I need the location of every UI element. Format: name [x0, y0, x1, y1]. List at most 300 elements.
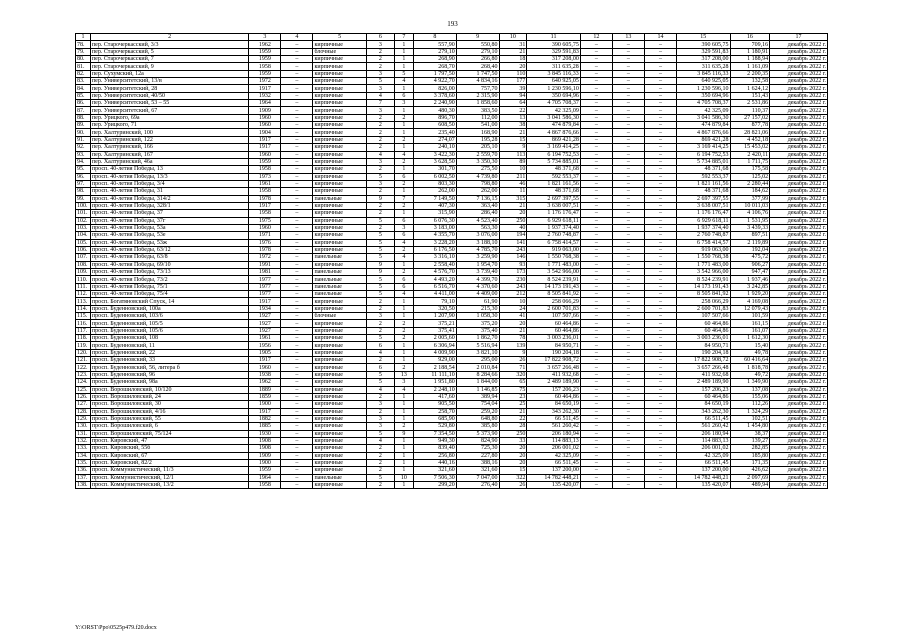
table-cell: 141	[499, 239, 527, 246]
table-cell: 171,35	[730, 459, 770, 466]
table-cell: –	[644, 467, 676, 474]
table-cell: 299,20	[413, 481, 456, 488]
table-cell: 27 157,02	[730, 114, 770, 121]
table-cell: 96.	[76, 173, 91, 180]
table-cell: –	[612, 305, 644, 312]
table-cell: 26	[499, 357, 527, 364]
table-cell: –	[644, 210, 676, 217]
table-cell: 1	[394, 107, 413, 114]
table-cell: 4	[394, 239, 413, 246]
table-cell: 20	[499, 452, 527, 459]
table-cell: 1927	[249, 320, 281, 327]
table-cell: –	[580, 92, 612, 99]
table-cell: 1900	[249, 459, 281, 466]
table-cell: –	[644, 70, 676, 77]
table-cell: –	[281, 166, 313, 173]
table-cell: 2 600 701,83	[527, 305, 580, 312]
table-cell: 17 822 908,72	[527, 357, 580, 364]
table-row	[76, 423, 828, 430]
table-cell: –	[644, 100, 676, 107]
table-cell: пер. Урицкого, 71	[90, 122, 248, 129]
table-cell: 377,99	[730, 195, 770, 202]
table-cell: 6	[366, 364, 394, 371]
table-cell: 94	[499, 92, 527, 99]
table-cell: 3 003 236,01	[677, 335, 730, 342]
table-cell: 87.	[76, 107, 91, 114]
table-cell: 5 373,90	[456, 430, 499, 437]
table-cell: кирпичные	[313, 408, 366, 415]
table-cell: 48 371,68	[527, 166, 580, 173]
table-row	[76, 144, 828, 151]
column-number-cell: 17	[770, 34, 828, 41]
table-cell: 4 169,08	[730, 298, 770, 305]
table-cell: декабрь 2022 г.	[770, 173, 828, 180]
table-cell: 113	[499, 151, 527, 158]
table-cell: 311 635,28	[527, 63, 580, 70]
column-number-cell: 3	[249, 34, 281, 41]
table-cell: –	[281, 474, 313, 481]
table-cell: –	[612, 437, 644, 444]
table-cell: просп. 40-летия Победы, 314/2	[90, 195, 248, 202]
table-cell: просп. 40-летия Победы, 53е	[90, 232, 248, 239]
table-cell: кирпичные	[313, 100, 366, 107]
table-cell: 1 954,70	[456, 261, 499, 268]
table-cell: 2	[366, 202, 394, 209]
table-cell: –	[281, 305, 313, 312]
table-row	[76, 239, 828, 246]
table-cell: 1 747,50	[456, 70, 499, 77]
table-cell: 1 454,80	[730, 423, 770, 430]
table-cell: декабрь 2022 г.	[770, 283, 828, 290]
table-cell: 129.	[76, 415, 91, 422]
table-cell: –	[644, 459, 676, 466]
table-cell: –	[644, 254, 676, 261]
table-cell: 2 697 397,55	[677, 195, 730, 202]
table-cell: –	[644, 386, 676, 393]
table-cell: пер. Старочеркасский, 7	[90, 56, 248, 63]
table-cell: декабрь 2022 г.	[770, 129, 828, 136]
table-cell: 84 650,19	[527, 401, 580, 408]
table-cell: 14 782 448,21	[677, 474, 730, 481]
table-cell: 275,50	[456, 166, 499, 173]
table-row	[76, 63, 828, 70]
table-cell: 417,60	[413, 393, 456, 400]
table-cell: 1	[394, 166, 413, 173]
table-cell: 84 650,19	[677, 401, 730, 408]
table-cell: 1	[394, 452, 413, 459]
table-cell: 389,94	[456, 393, 499, 400]
table-cell: –	[580, 166, 612, 173]
table-cell: –	[281, 430, 313, 437]
table-cell: кирпичные	[313, 327, 366, 334]
table-cell: 4 355,70	[413, 232, 456, 239]
table-cell: –	[644, 430, 676, 437]
table-cell: 4	[366, 386, 394, 393]
table-cell: 3 422,30	[413, 151, 456, 158]
table-cell: –	[281, 423, 313, 430]
table-cell: 2	[366, 305, 394, 312]
table-cell: –	[644, 364, 676, 371]
table-cell: просп. Буденновский, 98а	[90, 379, 248, 386]
table-cell: –	[281, 180, 313, 187]
table-cell: –	[580, 459, 612, 466]
table-cell: 3 003 236,01	[527, 335, 580, 342]
table-row	[76, 452, 828, 459]
table-cell: 541,00	[456, 122, 499, 129]
table-cell: пер. Сухумский, 12а	[90, 70, 248, 77]
table-row	[76, 327, 828, 334]
table-cell: кирпичные	[313, 305, 366, 312]
table-cell: –	[580, 246, 612, 253]
table-cell: 475,72	[730, 254, 770, 261]
table-cell: –	[281, 364, 313, 371]
table-cell: 4	[394, 254, 413, 261]
table-cell: 66 511,45	[677, 459, 730, 466]
table-cell: 2	[366, 459, 394, 466]
table-cell: 1932	[249, 92, 281, 99]
table-cell: –	[281, 379, 313, 386]
table-cell: 2	[394, 180, 413, 187]
table-cell: 1905	[249, 349, 281, 356]
table-cell: –	[612, 379, 644, 386]
table-cell: 243	[499, 246, 527, 253]
table-cell: –	[644, 48, 676, 55]
table-cell: 474 879,84	[677, 122, 730, 129]
table-cell: декабрь 2022 г.	[770, 122, 828, 129]
table-cell: –	[281, 56, 313, 63]
table-cell: 23	[499, 393, 527, 400]
table-cell: 22	[499, 415, 527, 422]
table-cell: 2 760 748,87	[527, 232, 580, 239]
table-cell: –	[580, 239, 612, 246]
table-cell: –	[580, 107, 612, 114]
table-row	[76, 481, 828, 488]
table-cell: 8 505 841,92	[677, 291, 730, 298]
table-cell: просп. 40-летия Победы, 73/2	[90, 276, 248, 283]
table-cell: –	[644, 239, 676, 246]
table-cell: кирпичные	[313, 41, 366, 48]
table-cell: 101.	[76, 210, 91, 217]
table-cell: просп. Кировский, 82/2	[90, 459, 248, 466]
table-cell: пер. Халтуринский, 167	[90, 151, 248, 158]
table-cell: 3 657 266,48	[527, 364, 580, 371]
table-cell: –	[612, 291, 644, 298]
table-cell: 440,16	[413, 459, 456, 466]
table-cell: –	[644, 78, 676, 85]
table-cell: 113.	[76, 298, 91, 305]
table-cell: 3	[366, 41, 394, 48]
table-cell: 114 883,13	[527, 437, 580, 444]
table-cell: 426,62	[730, 467, 770, 474]
table-cell: декабрь 2022 г.	[770, 342, 828, 349]
table-cell: 10 011,03	[730, 202, 770, 209]
table-row	[76, 415, 828, 422]
table-cell: 1 937 374,40	[527, 224, 580, 231]
table-cell: 343 262,30	[677, 408, 730, 415]
table-cell: –	[281, 386, 313, 393]
table-cell: 3 188,10	[456, 239, 499, 246]
table-cell: 529,80	[413, 423, 456, 430]
table-cell: 3	[366, 423, 394, 430]
table-cell: 79.	[76, 48, 91, 55]
table-cell: –	[612, 151, 644, 158]
table-cell: 1958	[249, 188, 281, 195]
table-cell: –	[612, 386, 644, 393]
table-cell: 20	[499, 210, 527, 217]
table-cell: декабрь 2022 г.	[770, 100, 828, 107]
table-cell: 1882	[249, 415, 281, 422]
table-cell: 2	[366, 298, 394, 305]
table-cell: 1 349,90	[730, 379, 770, 386]
table-cell: 161,15	[730, 320, 770, 327]
table-cell: –	[580, 371, 612, 378]
table-cell: просп. Ворошиловский, 75/124	[90, 430, 248, 437]
table-cell: 1973	[249, 173, 281, 180]
table-cell: –	[281, 48, 313, 55]
table-cell: просп. 40-летия Победы, 13/3	[90, 173, 248, 180]
table-cell: –	[281, 85, 313, 92]
table-cell: –	[644, 63, 676, 70]
table-cell: 1 844,00	[456, 379, 499, 386]
table-cell: 6 176,50	[413, 246, 456, 253]
table-cell: –	[580, 210, 612, 217]
table-cell: декабрь 2022 г.	[770, 452, 828, 459]
table-cell: 6	[394, 217, 413, 224]
table-cell: 1 207,90	[413, 313, 456, 320]
table-cell: 71	[499, 364, 527, 371]
table-cell: 2	[366, 188, 394, 195]
table-cell: пер. Университетский, 28	[90, 85, 248, 92]
table-cell: 3 169 414,25	[677, 144, 730, 151]
table-cell: кирпичные	[313, 393, 366, 400]
table-cell: 1 797,50	[413, 70, 456, 77]
table-cell: 2 119,89	[730, 239, 770, 246]
table-cell: 3 439,33	[730, 224, 770, 231]
table-cell: 93	[499, 261, 527, 268]
table-cell: 256,80	[413, 452, 456, 459]
table-cell: 375,40	[456, 327, 499, 334]
table-cell: –	[281, 335, 313, 342]
table-cell: 31	[499, 41, 527, 48]
table-cell: –	[580, 136, 612, 143]
table-cell: кирпичные	[313, 129, 366, 136]
table-cell: –	[281, 122, 313, 129]
table-cell: 64	[499, 100, 527, 107]
table-cell: 301,70	[413, 166, 456, 173]
table-cell: 4	[394, 78, 413, 85]
table-cell: 8 505 841,92	[527, 291, 580, 298]
table-cell: 9	[366, 269, 394, 276]
table-cell: 1885	[249, 423, 281, 430]
table-cell: –	[281, 232, 313, 239]
table-cell: –	[644, 188, 676, 195]
table-cell: декабрь 2022 г.	[770, 430, 828, 437]
table-cell: 1	[394, 393, 413, 400]
table-cell: просп. 40-летия Победы, 53а	[90, 224, 248, 231]
column-number-header-row	[76, 34, 828, 41]
table-cell: 1 858,60	[456, 100, 499, 107]
table-cell: 2	[366, 210, 394, 217]
table-cell: –	[281, 188, 313, 195]
table-cell: 3 259,90	[456, 254, 499, 261]
column-number-cell: 11	[527, 34, 580, 41]
table-cell: 116.	[76, 320, 91, 327]
table-cell: 192,04	[730, 246, 770, 253]
table-cell: 2 420,11	[730, 151, 770, 158]
table-cell: 1 188,94	[730, 56, 770, 63]
table-cell: 3	[366, 415, 394, 422]
table-cell: 1958	[249, 210, 281, 217]
table-cell: 2	[394, 202, 413, 209]
table-cell: 262,00	[413, 188, 456, 195]
table-cell: –	[580, 408, 612, 415]
table-cell: кирпичные	[313, 144, 366, 151]
table-cell: пер. Халтуринский, 166	[90, 144, 248, 151]
table-cell: –	[580, 70, 612, 77]
table-row	[76, 298, 828, 305]
table-cell: –	[644, 246, 676, 253]
table-cell: –	[580, 335, 612, 342]
table-row	[76, 188, 828, 195]
table-cell: декабрь 2022 г.	[770, 298, 828, 305]
table-cell: 2 600 701,83	[677, 305, 730, 312]
table-cell: 135 420,07	[527, 481, 580, 488]
table-cell: –	[644, 401, 676, 408]
table-cell: 2	[366, 224, 394, 231]
table-cell: декабрь 2022 г.	[770, 269, 828, 276]
table-cell: кирпичные	[313, 357, 366, 364]
table-cell: –	[612, 56, 644, 63]
table-cell: декабрь 2022 г.	[770, 151, 828, 158]
table-cell: 1 550 768,38	[527, 254, 580, 261]
table-cell: 97.	[76, 180, 91, 187]
table-cell: 66 511,45	[527, 459, 580, 466]
table-cell: 4 409,00	[456, 291, 499, 298]
table-cell: 60 464,86	[527, 327, 580, 334]
table-cell: 28 821,06	[730, 129, 770, 136]
table-cell: 6	[394, 173, 413, 180]
table-cell: 1	[394, 85, 413, 92]
table-cell: 15,40	[730, 342, 770, 349]
table-cell: –	[281, 445, 313, 452]
table-cell: –	[612, 166, 644, 173]
table-cell: 3	[366, 107, 394, 114]
table-cell: 79,10	[413, 298, 456, 305]
table-cell: 343 262,30	[527, 408, 580, 415]
table-cell: –	[644, 393, 676, 400]
table-cell: 320,50	[413, 305, 456, 312]
table-cell: –	[580, 481, 612, 488]
table-cell: –	[281, 78, 313, 85]
table-cell: кирпичные	[313, 78, 366, 85]
table-cell: 1971	[249, 232, 281, 239]
table-cell: декабрь 2022 г.	[770, 408, 828, 415]
table-cell: 268,70	[413, 63, 456, 70]
table-cell: 3 316,10	[413, 254, 456, 261]
table-cell: 906,27	[730, 261, 770, 268]
table-cell: –	[281, 158, 313, 165]
table-cell: декабрь 2022 г.	[770, 349, 828, 356]
table-cell: 321,60	[413, 467, 456, 474]
table-cell: –	[644, 129, 676, 136]
table-cell: кирпичные	[313, 246, 366, 253]
table-cell: 1 176 176,47	[527, 210, 580, 217]
table-cell: 125.	[76, 386, 91, 393]
table-cell: 2	[366, 452, 394, 459]
table-cell: 1	[394, 210, 413, 217]
table-cell: кирпичные	[313, 151, 366, 158]
table-cell: 1960	[249, 151, 281, 158]
table-cell: 195,28	[456, 136, 499, 143]
table-cell: 3	[366, 180, 394, 187]
table-cell: 6 758 414,57	[527, 239, 580, 246]
column-number-cell: 13	[612, 34, 644, 41]
table-cell: –	[281, 129, 313, 136]
table-cell: 60 416,64	[730, 357, 770, 364]
table-cell: 2	[394, 423, 413, 430]
table-row	[76, 210, 828, 217]
table-cell: –	[281, 371, 313, 378]
table-cell: декабрь 2022 г.	[770, 180, 828, 187]
table-cell: кирпичные	[313, 224, 366, 231]
table-cell: –	[612, 481, 644, 488]
table-cell: 8 524 239,91	[677, 276, 730, 283]
table-cell: 99.	[76, 195, 91, 202]
table-cell: просп. 40-летия Победы, 63/8	[90, 254, 248, 261]
table-cell: 8 524 239,91	[527, 276, 580, 283]
table-cell: 877,78	[730, 122, 770, 129]
table-cell: кирпичные	[313, 180, 366, 187]
table-cell: 1981	[249, 269, 281, 276]
page-number: 193	[447, 20, 458, 28]
table-cell: 320	[499, 371, 527, 378]
table-cell: просп. Буденновский, 105/5	[90, 320, 248, 327]
table-cell: 3 739,40	[456, 269, 499, 276]
table-cell: 274,07	[413, 136, 456, 143]
table-cell: 206 180,94	[527, 430, 580, 437]
table-cell: 1 937,46	[730, 276, 770, 283]
table-cell: 190 204,18	[677, 349, 730, 356]
table-cell: –	[612, 401, 644, 408]
table-cell: 1958	[249, 481, 281, 488]
table-cell: 114.	[76, 305, 91, 312]
table-cell: 2	[394, 136, 413, 143]
table-cell: –	[580, 114, 612, 121]
table-row	[76, 305, 828, 312]
table-cell: кирпичные	[313, 481, 366, 488]
column-number-cell: 14	[644, 34, 676, 41]
table-cell: 137 200,00	[677, 467, 730, 474]
table-cell: –	[281, 349, 313, 356]
table-cell: 474 879,84	[527, 122, 580, 129]
table-cell: 2 188,54	[413, 364, 456, 371]
table-row	[76, 56, 828, 63]
table-cell: –	[580, 313, 612, 320]
table-cell: –	[580, 276, 612, 283]
table-cell: –	[644, 327, 676, 334]
table-cell: декабрь 2022 г.	[770, 386, 828, 393]
table-cell: кирпичные	[313, 85, 366, 92]
table-cell: панельные	[313, 276, 366, 283]
table-cell: декабрь 2022 г.	[770, 56, 828, 63]
table-cell: 20	[499, 445, 527, 452]
table-cell: –	[612, 342, 644, 349]
table-cell: –	[644, 41, 676, 48]
table-cell: декабрь 2022 г.	[770, 459, 828, 466]
table-cell: 139	[499, 342, 527, 349]
table-cell: –	[580, 63, 612, 70]
table-cell: 896,70	[413, 114, 456, 121]
